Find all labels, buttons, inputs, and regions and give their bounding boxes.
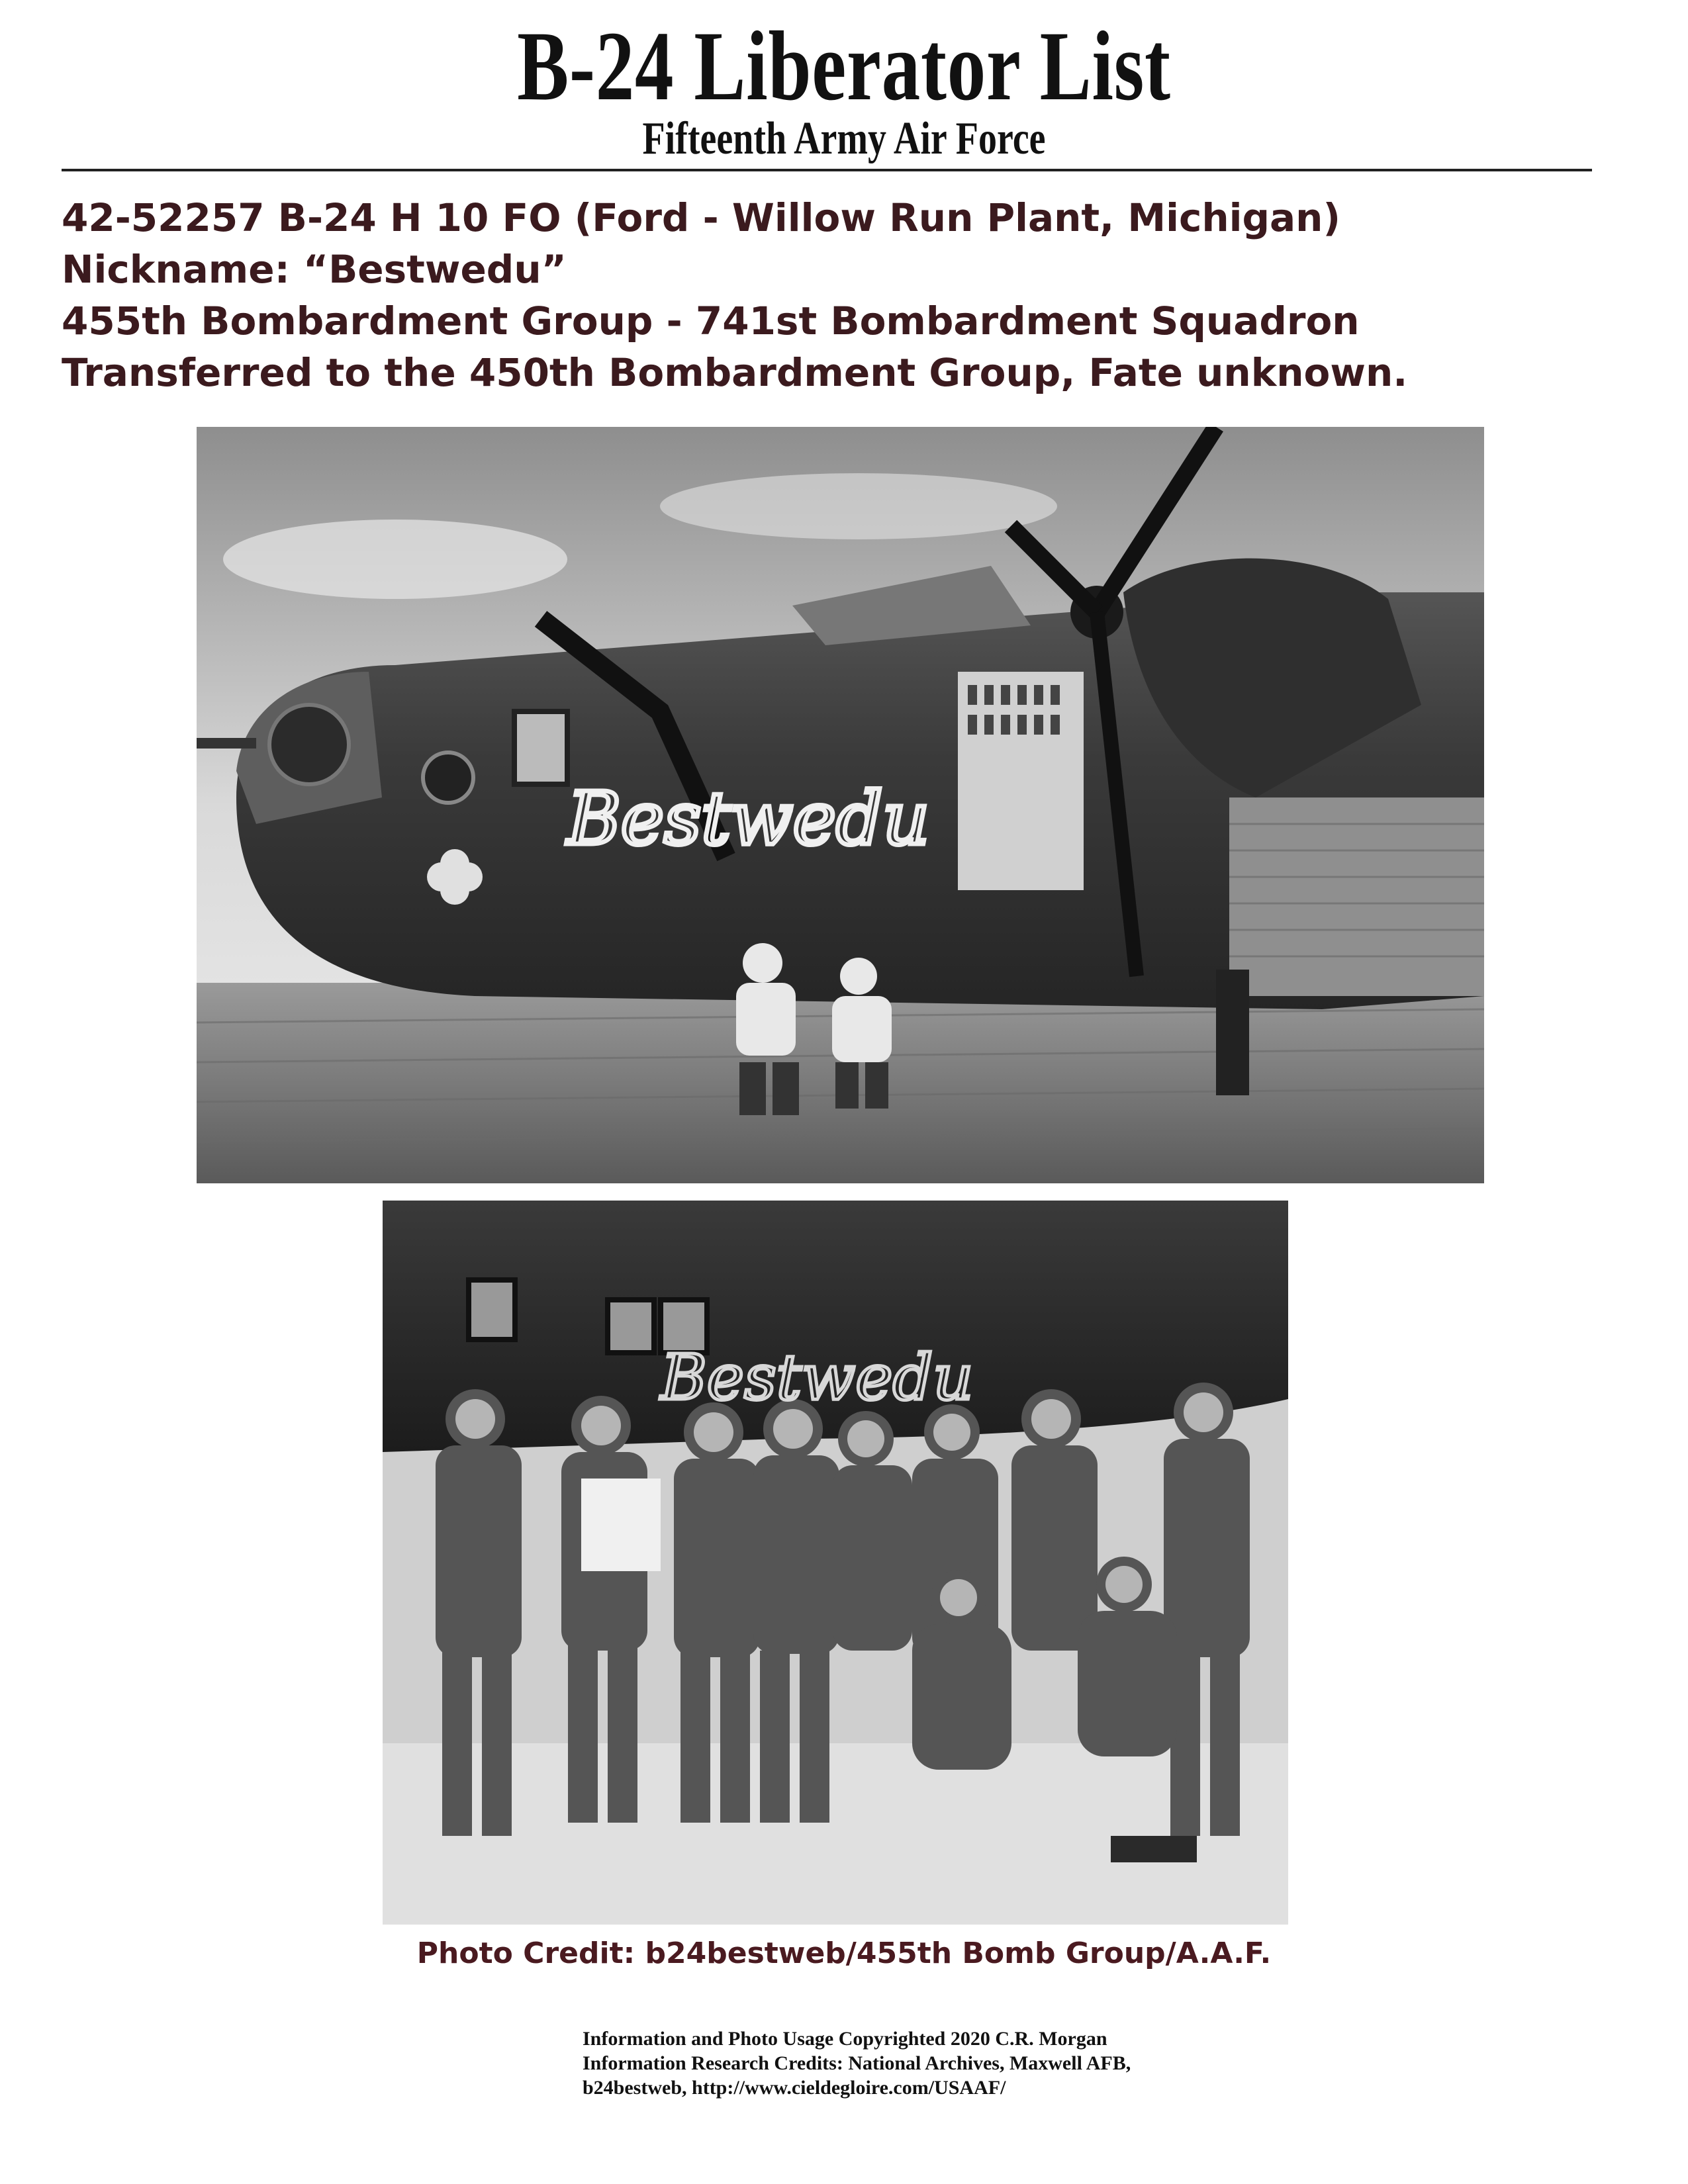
serial-line: 42-52257 B-24 H 10 FO (Ford - Willow Run Plant, Michigan) <box>62 195 1340 240</box>
nickname-line: Nickname: “Bestwedu” <box>62 247 567 292</box>
group-line: 455th Bombardment Group - 741st Bombardment Squadron <box>62 298 1360 343</box>
crew-photo <box>383 1201 1288 1925</box>
nose-art-text: Bestwedu <box>567 776 930 861</box>
aircraft-photo <box>197 427 1484 1183</box>
page-title: B-24 Liberator List <box>517 11 1171 121</box>
aircraft-info <box>62 192 1617 398</box>
fate-line: Transferred to the 450th Bombardment Group, Fate unknown. <box>62 350 1408 395</box>
research-credits-line: Information Research Credits: National Archives, Maxwell AFB, <box>583 2052 1131 2074</box>
copyright-line: Information and Photo Usage Copyrighted 2020 C.R. Morgan <box>583 2028 1107 2050</box>
sources-line: b24bestweb, http://www.cieldegloire.com/USAAF/ <box>583 2077 1006 2099</box>
photo-credit: Photo Credit: b24bestweb/455th Bomb Group/A.A.F. <box>416 1936 1272 1970</box>
header-divider <box>62 169 1592 171</box>
copyright-footer <box>583 2026 1509 2100</box>
page-subtitle: Fifteenth Army Air Force <box>642 113 1046 164</box>
nose-art-text: Bestwedu <box>661 1342 974 1414</box>
